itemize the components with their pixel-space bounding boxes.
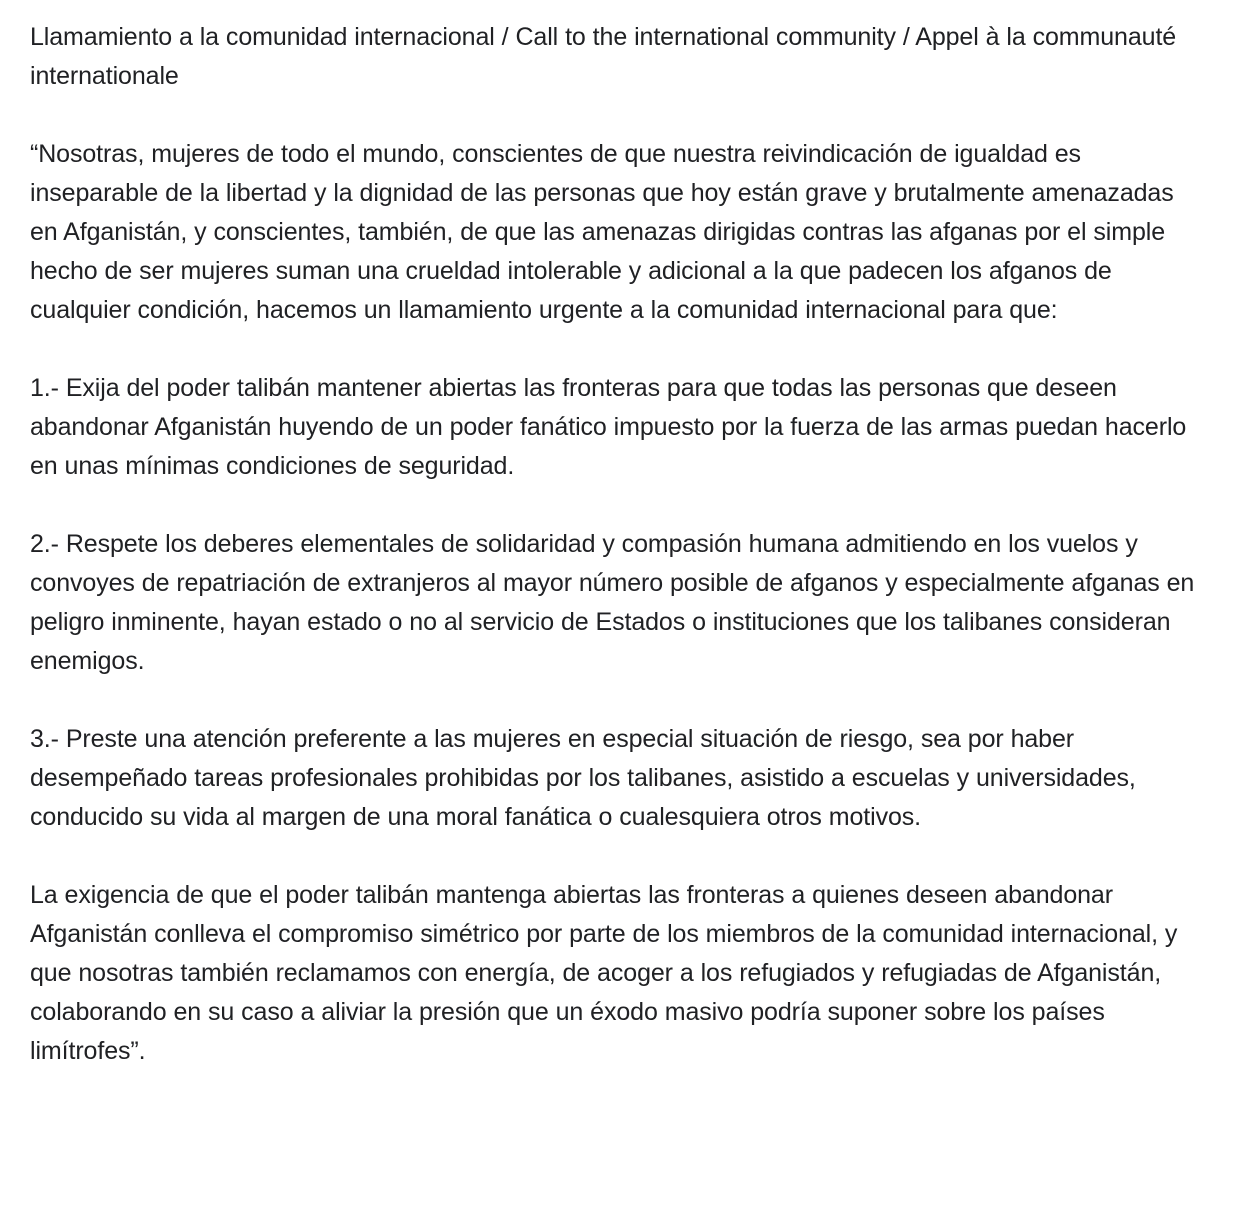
demand-item-1: 1.- Exija del poder talibán mantener abiertas las fronteras para que todas las personas que deseen abandonar Afganistán huyendo de un poder fanático impuesto por la fuerza de las armas puedan hacerlo en unas mínimas condiciones de seguridad. bbox=[30, 374, 1187, 480]
page-title: Llamamiento a la comunidad internacional / Call to the international community / Appel à la communauté internationale bbox=[30, 23, 1177, 90]
closing-paragraph: La exigencia de que el poder talibán mantenga abiertas las fronteras a quienes deseen abandonar Afganistán conlleva el compromiso simétrico por parte de los miembros de la comunidad internacional, y que nosotras también reclamamos con energía, de acoger a los refugiados y refugiadas de Afganistán, colaborando en su caso a aliviar la presión que un éxodo masivo podría suponer sobre los países limítrofes”. bbox=[30, 881, 1178, 1065]
demand-item-3: 3.- Preste una atención preferente a las mujeres en especial situación de riesgo, sea por haber desempeñado tareas profesionales prohibidas por los talibanes, asistido a escuelas y universidades, conducido su vida al margen de una moral fanática o cualesquiera otros motivos. bbox=[30, 725, 1136, 831]
intro-paragraph: “Nosotras, mujeres de todo el mundo, conscientes de que nuestra reivindicación de igualdad es inseparable de la libertad y la dignidad de las personas que hoy están grave y brutalmente amenazadas en Afganistán, y conscientes, también, de que las amenazas dirigidas contras las afganas por el simple hecho de ser mujeres suman una crueldad intolerable y adicional a la que padecen los afganos de cualquier condición, hacemos un llamamiento urgente a la comunidad internacional para que: bbox=[30, 140, 1174, 324]
demand-item-2: 2.- Respete los deberes elementales de solidaridad y compasión humana admitiendo en los vuelos y convoyes de repatriación de extranjeros al mayor número posible de afganos y especialmente afganas en peligro inminente, hayan estado o no al servicio de Estados o instituciones que los talibanes consideran enemigos. bbox=[30, 530, 1195, 675]
